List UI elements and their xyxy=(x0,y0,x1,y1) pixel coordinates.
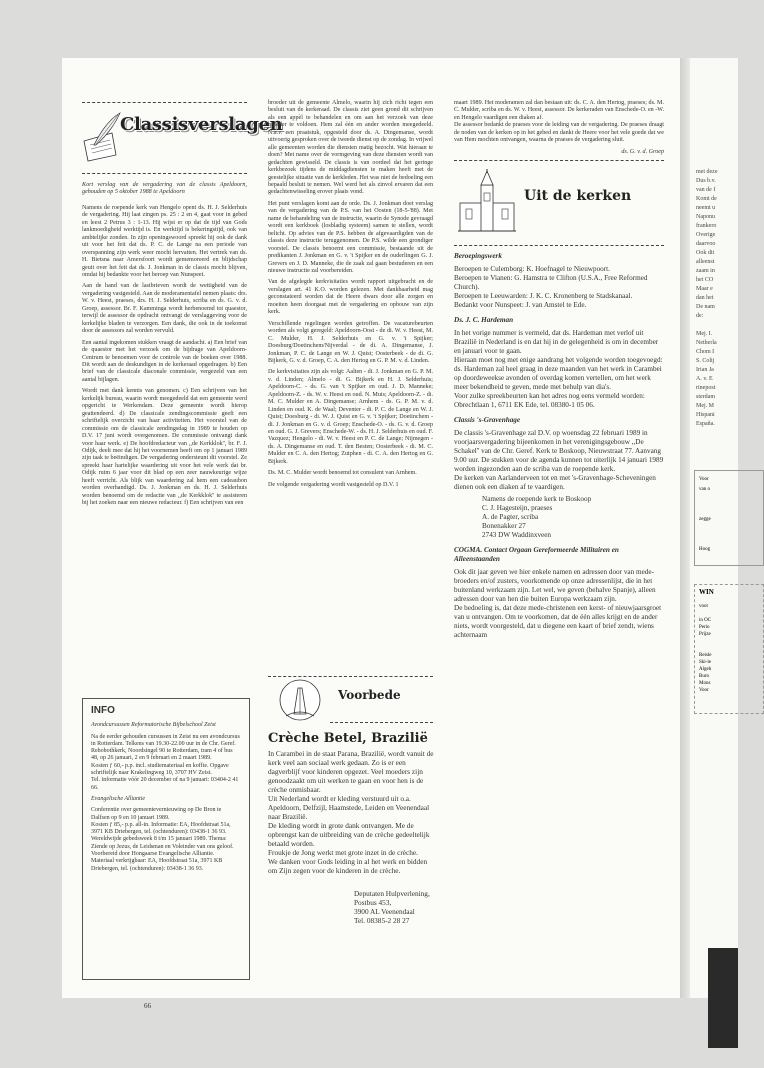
uit-de-kerken-title: Uit de kerken xyxy=(524,188,632,205)
classis-column-continued xyxy=(268,100,433,660)
col2-paragraph-5: De kerkvisitaties zijn als volgt: Aalten - di. J. Jonkman en G. P. M. v. d. Linden; Almelo - di. G. Bijkerk en H. J. Selderhuis; Apeldoorn-C. - ds. G. van 't Spijker en oud. J. D. Manneke; Apeldoorn-Z. - ds. W. v. Heest en oud. N. Muis; Apeldoorn-Z. - di. M. C. Mulder en A. Dingemanse; Arnhem - ds. G. P. M. v. d. Linden en oud. K. de Waal; Deventer - di. P. C. de Lange en W. J. Quist; Doesburg - di. W. J. Quist en G. v. 't Spijker; Doetinchem - di. J. Jonkman en G. v. d. Groep; Enschede-O. - ds. G. v. d. Groep en oud. G. J. Grevers; Enschede-W. - ds. H. J. Selderhuis en oud. F. Vazquez; Hengelo - di. W. v. Heest en P. C. de Lange; Nijmegen - ds. A. Dingemanse en oud. T. den Besten; Oosterbeek - di. M. C. Mulder en C. A. den Hertog; Zutphen - di. C. A. den Hertog en G. Bijkerk. xyxy=(268,369,433,465)
beroepingswerk-heading: Beroepingswerk xyxy=(454,252,502,261)
classis-title: Classisverslagen xyxy=(120,114,283,135)
col2-paragraph-6: Ds. M. C. Mulder wordt benoemd tot consulent van Arnhem. xyxy=(268,470,417,477)
col2-paragraph-2: Het punt verslagen komt aan de orde. Ds. J. Jonkman doet verslag van de vergadering van de P.S. van het Oosten (18-5-'88). Met name de behandeling van de instructie, waarin de Synode gevraagd wordt een kerkboek (losbladig systeem) samen te stellen, wordt belicht. Op advies van de P.S. hebben de afgevaardigden van de classis deze instructie teruggenomen. De P.S. wilde een grondiger voorstel. De classis benoemt een commissie, bestaande uit de predikanten J. Jonkman en G. v. 't Spijker en de ouderlingen G. J. Grevers en J. D. Manneke, die de zaak zal gaan bestuderen en een nieuwe instructie zal voorbereiden. xyxy=(268,200,433,274)
divider xyxy=(454,245,664,246)
uit-de-kerken-content xyxy=(454,252,664,640)
gravenhage-text: De classis 's-Gravenhage zal D.V. op woensdag 22 februari 1989 in voorjaarsvergadering bijeenkomen in het verenigingsgebouw ,,De Schakel'' van de Chr. Geref. Kerk te Boskoop, Nieuwstraat 77. Aanvang 9.00 uur. De stukken voor de agenda kunnen tot uiterlijk 14 januari 1989 worden ingezonden aan de scriba van de roepende kerk. De kerken van Aarlanderveen tot en met 's-Gravenhage-Scheveningen dienen ook een diaken af te vaardigen. xyxy=(454,429,664,492)
right-page-box-1: Voor van o zegge Hoog xyxy=(694,470,764,566)
classis-signature: ds. G. v. d. Groep xyxy=(621,148,664,155)
page-gutter xyxy=(680,58,690,998)
divider xyxy=(82,173,247,174)
info-title: INFO xyxy=(91,705,115,716)
magazine-page-right xyxy=(690,58,738,998)
info-section2-text: Conferentie over gemeentevernieuwing op De Bron te Dalfsen op 9 en 10 januari 1989. Kosten ƒ 85,- p.p. all-in. Informatie: EA, Hoofdstraat 51a, 3971 KB Driebergen, tel. (ochtenduren): 03438-1 36 93. Wereldwijde gebedsweek 8 t/m 15 januari 1989. Thema: Ziende op Jezus, de Leidsman en Voleinder van ons geloof. Voorbereid door Hongaarse Evangelische Alliantie. Materiaal verkrijgbaar: EA, Hoofdstraat 51a, 3971 KB Driebergen, tel. (ochtenduren): 03438-1 36 93. xyxy=(91,807,234,872)
right-page-dark-block xyxy=(708,948,738,1048)
divider xyxy=(330,722,433,723)
classis-paragraph-2: Aan de hand van de lastbrieven wordt de wettigheid van de vergadering vastgesteld. Aan de moderamentafel nemen plaats: drs. W. v. Heest, praeses, drs. H. J. Selderhuis, scriba en ds. G. v. d. Groep, assessor. Br. F. Kamminga wordt herbenoemd tot quaestor, terwijl de assessor de opdracht ontvangt de verslaggeving voor de kerkelijke bladen te verzorgen. Een dank, die ook in de toekomst door de assessors zal worden vervuld. xyxy=(82,283,247,335)
classis-closing-text: maart 1989. Het moderamen zal dan bestaan uit: ds. C. A. den Hertog, praeses; ds. M. C. Mulder, scriba en ds. W. v. Heest, assessor. De kerkeraden van Enschede-O. en -W. en Hengelo vaardigen een diaken af. De assessor bedankt de praeses voor de leiding van de vergadering. De praeses draagt de noden van de kerken op in het gebed en dankt de Heere voor het vele goede dat we van Hem mochten ontvangen, waarna de praeses de vergadering sluit. xyxy=(454,100,664,144)
right-page-text: met deze Dus b.v. van de f Komt de neemt u Naponu frankero Overige daarvoo Ook dit alleenst zaam in het CO Maar e dan het De nam de: Mej. I. Netherla Chom I S. Colij Irian Ja A. v. E rinepost sterdam Mej. M Hispani España. xyxy=(696,169,718,427)
creche-text: In Carambei in de staat Parana, Brazilië, wordt vanuit de kerk veel aan sociaal werk gedaan. Zo is er een dagverblijf voor kinderen opgezet. Veel moeders zijn genoodzaakt om uit werken te gaan en voor hen is de crèche onmisbaar. Uit Nederland wordt er kleding verstuurd uit o.a. Apeldoorn, Delfzijl, Haamstede, Leiden en Veenendaal naar Brazilië. De kleding wordt in grote dank ontvangen. Me de opbrengst kan de uitbreiding van de crèche gedeeltelijk betaald worden. Froukje de Jong werkt met grote inzet in de crèche. We danken voor Gods leiding in al het werk en bidden om Zijn zegen voor de kinderen in de crèche. xyxy=(268,749,434,875)
classis-subtitle: Kort verslag van de vergadering van de classis Apeldoorn, gehouden op 5 oktober 1988 te Apeldoorn xyxy=(82,182,247,196)
creche-address: Deputaten Hulpverlening, Postbus 453, 3900 AL Veenendaal Tel. 08385-2 28 27 xyxy=(354,889,430,925)
gravenhage-signature: Namens de roepende kerk te Boskoop C. J. Hagesteijn, praeses A. de Pagter, scriba Bonenakker 27 2743 DW Waddinxveen xyxy=(482,495,592,540)
col2-paragraph-4: Verschillende regelingen worden getroffen. De vacaturebeurten worden als volgt geregeld: Apeldoorn-Oost - de di. W. v. Heest, M. C. Mulder, H. J. Selderhuis en G. v. 't Spijker; Doesburg/Doetinchem/Nijverdal - de di. A. Dingemanse, J. Jonkman, P. C. de Lange en W. J. Quist; Oosterbeek - de di. G. Bijkerk, G. v. d. Groep, C. A. den Hertog en G. P. M. v. d. Linden. xyxy=(268,320,433,364)
beroepingswerk-text: Beroepen te Culemborg: K. Hoefnagel te Nieuwpoort. Beroepen te Vianen: G. Hamstra te Clifton (U.S.A., Free Reformed Church). Beroepen te Leeuwarden: J. K. C. Kronenberg te Stadskanaal. Bedankt voor Nunspeet: J. van Amstel te Ede. xyxy=(454,265,648,310)
col2-paragraph-3: Van de afgelegde kerkvisitaties wordt rapport uitgebracht en de verslagen art. 41 K.O. worden gelezen. Met dankbaarheid mag geconstateerd worden dat de Heere dwars door alle zorgen en moeiten heen doorgaat met de vergadering en opbouw van zijn kerk. xyxy=(268,279,433,316)
classis-column xyxy=(82,100,283,512)
classis-paragraph-1: Namens de roepende kerk van Hengelo opent ds. H. J. Selderhuis de vergadering. Hij laat zingen ps. 25 : 2 en 4, gaat voor in gebed en leest 2 Petrus 3 : 1-13. Hij wijst er op dat de tijd van Gods lankmoedigheid werktijd is. En werktijd is bekeringstijd, ook van ambtelijke zonden. In zijn openingswoord spreekt hij ook de dank uit voor het feit dat ds. P. C. de Lange na een periode van overspanning zijn werk weer mocht hervatten. Het vertrek van ds. H. Bietsna naar Amersfoort wordt gememoreerd en blijdschap geuit over het feit dat ds. J. Jonkman in de classis mocht blijven, omdat hij bedankte voor het beroep van Nunspeet. xyxy=(82,204,247,278)
gravenhage-heading: Classis 's-Gravenhage xyxy=(454,416,521,425)
right-page-box-2: WIN voor in OC Perio Prijze Reisle Ski-le Algeh Buro Mons Voor xyxy=(694,584,764,714)
divider xyxy=(454,160,664,161)
divider xyxy=(82,102,247,103)
uit-de-kerken-header xyxy=(454,169,664,239)
hardeman-heading: Ds. J. C. Hardeman xyxy=(454,316,514,325)
info-section1-text: Na de eerder gehouden cursussen in Zeist nu een avondcursus in Rotterdam. Telkens van 19.30-22.00 uur in de Chr. Geref. Rehobothkerk, Noordsingel 90 te Rotterdam, tram 4 of bus 48, op 26 januari, 2 en 9 februari en 2 maart 1989. Kosten ƒ 60,- p.p. incl. studiemateriaal en koffie. Opgave schriftelijk naar Krakelingweg 10, 3707 HV Zeist. Tel. informatie vóór 20 december of na 9 januari: 03404-2 41 66. xyxy=(91,733,240,791)
creche-article xyxy=(268,731,438,925)
info-box xyxy=(82,698,250,980)
voorbede-header xyxy=(268,674,433,724)
col2-paragraph-1: broeder uit de gemeente Almelo, waarin hij zich richt tegen een besluit van de kerkeraad. De classis ziet geen grond dit schrijven als een appèl te behandelen en om aan het verzoek van deze broeder te voldoen. Hem zal één en ander worden meegedeeld. N.a.v. een praatstuk, opgesteld door ds. A. Dingemanse, wordt uitvoerig gesproken over de tweede dienst op de zondag. In vrijwel alle gemeenten worden die diensten matig bezocht. Wat hieraan te doen? Met name over de vormgeving van deze diensten wordt van gedachten gewisseld. De classis is van oordeel dat het geringe kerkbezoek tijdens de middagdiensten te maken heeft met de geestelijke situatie van de kerkleden. Het was niet de bedoeling een bepaald besluit te nemen. Wel werd het als zinvol ervaren dat een gedachtenwisseling erover plaats vond. xyxy=(268,100,433,196)
cogma-heading: COGMA. Contact Orgaan Gereformeerde Militairen en Alleenstaanden xyxy=(454,546,619,564)
classis-paragraph-4: Wordt met dank kennis van genomen. c) Een schrijven van het kerkelijk bureau, waarin wordt meegedeeld dat een gemeente werd opgericht te Werkendam. Deze gemeente wordt hierop geattendeerd. d) De classicale zendingscommissie geeft een schriftelijk overzicht van haar activiteiten. Het voorstel van de commissie om de classicale zendingsdag in 1989 te houden op D.V. 17 juni wordt overgenomen. De commissie ontvangt dank voor haar werk. e) De hoofdredacteur van ,,de Kerkklok'', br. F. J. Odijk, deelt mee dat hij het voornemen heeft om op 1 januari 1989 zijn taak te beëindigen. De vergadering ondersteunt dit voorstel. Ze spreekt haar hartelijke waardering uit voor het vele werk dat br. Odijk ruim 6 jaar voor dit blad op een zeer nauwkeurige wijze heeft verricht. Als blijk van waardering zal hem een cadeaubon worden overhandigd. Ds. J. Jonkman en ds. H. J. Selderhuis worden benoemd om de redactie van ,,de Kerkklok'' te assisteren bij het zoeken naar een nieuwe redacteur. f) Een schrijven van een xyxy=(82,388,247,507)
info-section1-title: Avondcursussen Reformatorische Bijbelschool Zeist xyxy=(91,722,216,729)
church-icon xyxy=(454,169,520,235)
col2-paragraph-7: De volgende vergadering wordt vastgesteld op D.V. 1 xyxy=(268,481,399,488)
voorbede-title: Voorbede xyxy=(338,688,401,702)
cogma-text: Ook dit jaar geven we hier enkele namen en adressen door van mede-broeders en/of zusters, voorkomende op onze adressenlijst, die in het buitenland werkzaam zijn. Let wel, we geven (behalve Spanje), alleen adressen door van hen die buiten Europa werkzaam zijn. De bedoeling is, dat deze mede-christenen een kerst- of nieuwjaarsgroet van u ontvangen. Om te voorkomen, dat de één alles krijgt en de ander niets, wordt voorgesteld, dat u diegene een kaart of brief zendt, wiens achternaam xyxy=(454,568,662,640)
classis-paragraph-3: Een aantal ingekomen stukken vraagt de aandacht. a) Een brief van de quaestor met het verzoek om de bijdrage van Apeldoorn-Centrum te benoemen voor de controle van de boeken over 1988. Dit wordt aan de deskundigen in de kerkeraad opgedragen. b) Een brief van de classicale diaconale commissie, vergezeld van een aantal bijlagen. xyxy=(82,339,247,383)
divider xyxy=(268,676,433,677)
quill-paper-icon xyxy=(82,111,122,163)
magazine-page-left xyxy=(62,58,680,1010)
classis-header xyxy=(82,105,283,167)
info-section2-title: Evangelische Alliantie xyxy=(91,795,146,802)
page-number: 66 xyxy=(144,1002,151,1010)
right-column xyxy=(454,100,664,1000)
praying-hands-icon xyxy=(272,678,328,722)
creche-title: Crèche Betel, Brazilië xyxy=(268,731,428,746)
hardeman-text: In het vorige nummer is vermeld, dat ds. Hardeman met verlof uit Brazilië in Nederland is en dat hij in de gelegenheid is om in december en januari voor te gaan. Hieraan moet nog met enige aandrang het volgende worden toegevoegd: ds. Hardeman zal heel graag in deze maanden van het werk in Carambei op doordeweekse avonden of overdag komen vertellen, om het werk meer bekendheid te geven, mede met behulp van dia's. Voor zulke spreekbeurten kan het adres nog eens vermeld worden: Obrechtlaan 1, 6711 EK Ede, tel. 08380-1 05 06. xyxy=(454,329,663,410)
